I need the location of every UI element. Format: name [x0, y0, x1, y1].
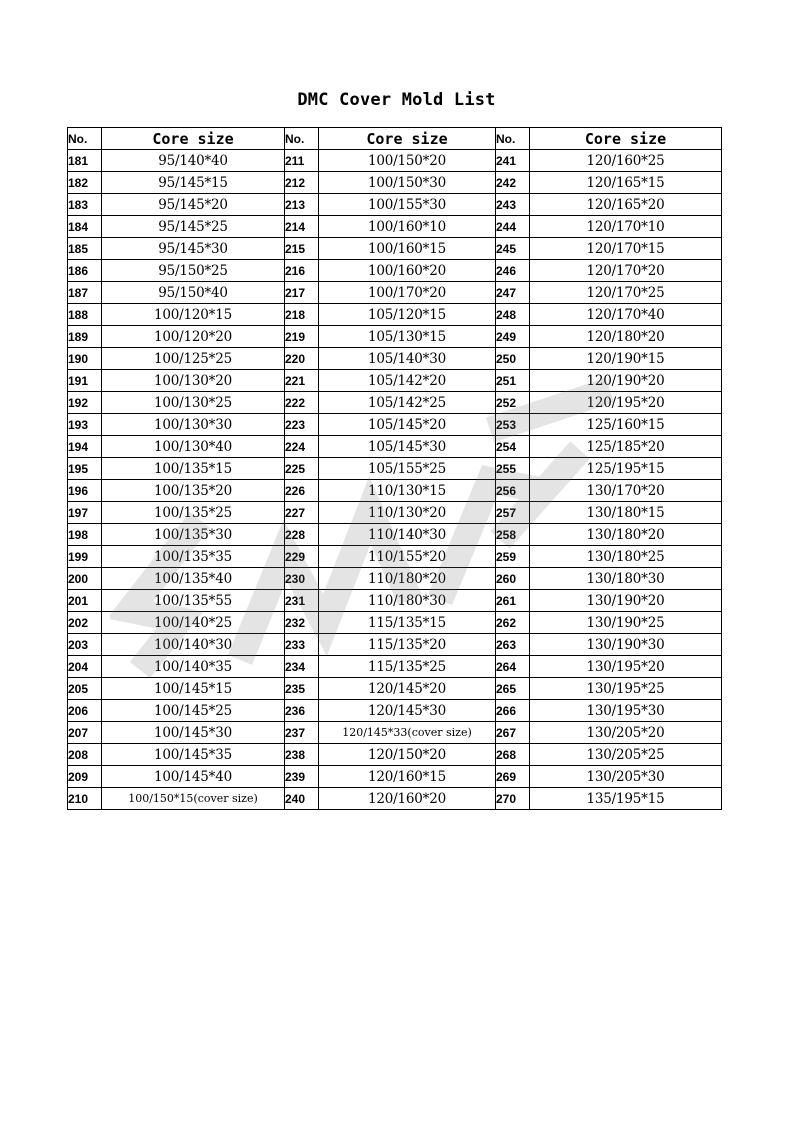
mold-number: 197 [68, 502, 102, 524]
mold-number: 188 [68, 304, 102, 326]
core-size: 120/170*10 [530, 216, 722, 238]
mold-number: 240 [285, 788, 319, 810]
core-size: 110/140*30 [319, 524, 496, 546]
mold-number: 250 [496, 348, 530, 370]
mold-number: 196 [68, 480, 102, 502]
core-size: 130/195*25 [530, 678, 722, 700]
table-row [68, 458, 722, 480]
core-size: 100/145*25 [102, 700, 285, 722]
table-row [68, 524, 722, 546]
mold-number: 266 [496, 700, 530, 722]
mold-number: 229 [285, 546, 319, 568]
core-size: 120/180*20 [530, 326, 722, 348]
core-size: 120/170*25 [530, 282, 722, 304]
core-size: 95/140*40 [102, 150, 285, 172]
mold-number: 257 [496, 502, 530, 524]
core-size: 100/135*30 [102, 524, 285, 546]
mold-number: 254 [496, 436, 530, 458]
table-row [68, 744, 722, 766]
mold-number: 245 [496, 238, 530, 260]
core-size: 120/190*15 [530, 348, 722, 370]
core-size: 100/135*55 [102, 590, 285, 612]
mold-number: 192 [68, 392, 102, 414]
core-size: 100/150*15(cover size) [102, 788, 285, 810]
core-size: 120/170*20 [530, 260, 722, 282]
table-row [68, 304, 722, 326]
mold-number: 258 [496, 524, 530, 546]
mold-list-table [67, 127, 722, 810]
core-size: 110/180*30 [319, 590, 496, 612]
core-size: 105/130*15 [319, 326, 496, 348]
mold-number: 204 [68, 656, 102, 678]
mold-number: 227 [285, 502, 319, 524]
core-size-header: Core size [530, 128, 722, 150]
mold-number: 222 [285, 392, 319, 414]
mold-number: 261 [496, 590, 530, 612]
no-header: No. [68, 128, 102, 150]
core-size: 130/205*30 [530, 766, 722, 788]
table-row [68, 216, 722, 238]
mold-number: 230 [285, 568, 319, 590]
mold-number: 215 [285, 238, 319, 260]
core-size: 100/145*15 [102, 678, 285, 700]
core-size: 135/195*15 [530, 788, 722, 810]
table-row [68, 634, 722, 656]
mold-number: 223 [285, 414, 319, 436]
mold-number: 242 [496, 172, 530, 194]
table-row [68, 436, 722, 458]
mold-number: 264 [496, 656, 530, 678]
table-row [68, 700, 722, 722]
mold-number: 209 [68, 766, 102, 788]
core-size: 120/165*15 [530, 172, 722, 194]
mold-number: 213 [285, 194, 319, 216]
core-size: 120/145*33(cover size) [319, 722, 496, 744]
table-row [68, 150, 722, 172]
table-body [68, 150, 722, 810]
core-size: 120/145*30 [319, 700, 496, 722]
core-size: 110/180*20 [319, 568, 496, 590]
core-size: 100/130*25 [102, 392, 285, 414]
core-size: 130/180*15 [530, 502, 722, 524]
core-size: 100/135*20 [102, 480, 285, 502]
core-size: 95/150*25 [102, 260, 285, 282]
core-size: 100/120*15 [102, 304, 285, 326]
mold-number: 191 [68, 370, 102, 392]
mold-number: 237 [285, 722, 319, 744]
mold-number: 249 [496, 326, 530, 348]
core-size: 100/140*25 [102, 612, 285, 634]
mold-number: 260 [496, 568, 530, 590]
mold-number: 195 [68, 458, 102, 480]
mold-number: 208 [68, 744, 102, 766]
mold-number: 239 [285, 766, 319, 788]
core-size: 125/185*20 [530, 436, 722, 458]
mold-number: 217 [285, 282, 319, 304]
mold-number: 218 [285, 304, 319, 326]
core-size: 100/130*40 [102, 436, 285, 458]
mold-number: 233 [285, 634, 319, 656]
core-size: 100/160*15 [319, 238, 496, 260]
core-size: 130/170*20 [530, 480, 722, 502]
mold-number: 181 [68, 150, 102, 172]
no-header: No. [285, 128, 319, 150]
mold-number: 263 [496, 634, 530, 656]
core-size: 100/150*20 [319, 150, 496, 172]
table-row [68, 238, 722, 260]
core-size: 95/145*20 [102, 194, 285, 216]
mold-number: 187 [68, 282, 102, 304]
core-size: 100/155*30 [319, 194, 496, 216]
core-size: 130/180*20 [530, 524, 722, 546]
mold-number: 248 [496, 304, 530, 326]
core-size: 120/160*25 [530, 150, 722, 172]
core-size: 120/195*20 [530, 392, 722, 414]
core-size: 100/145*35 [102, 744, 285, 766]
table-row [68, 502, 722, 524]
table-row [68, 590, 722, 612]
mold-number: 211 [285, 150, 319, 172]
mold-number: 212 [285, 172, 319, 194]
table-row [68, 370, 722, 392]
core-size: 105/142*25 [319, 392, 496, 414]
table-row [68, 722, 722, 744]
core-size: 95/150*40 [102, 282, 285, 304]
core-size: 120/160*20 [319, 788, 496, 810]
table-row [68, 260, 722, 282]
core-size: 100/130*30 [102, 414, 285, 436]
core-size: 120/170*15 [530, 238, 722, 260]
mold-number: 232 [285, 612, 319, 634]
page-title: DMC Cover Mold List [297, 90, 496, 110]
mold-number: 216 [285, 260, 319, 282]
mold-number: 259 [496, 546, 530, 568]
core-size: 130/180*25 [530, 546, 722, 568]
mold-number: 185 [68, 238, 102, 260]
core-size: 120/165*20 [530, 194, 722, 216]
mold-number: 262 [496, 612, 530, 634]
core-size: 110/130*15 [319, 480, 496, 502]
mold-number: 221 [285, 370, 319, 392]
core-size: 100/140*30 [102, 634, 285, 656]
table-header-row [68, 128, 722, 150]
mold-number: 251 [496, 370, 530, 392]
table-row [68, 194, 722, 216]
core-size: 130/180*30 [530, 568, 722, 590]
core-size: 105/120*15 [319, 304, 496, 326]
core-size: 120/150*20 [319, 744, 496, 766]
core-size: 95/145*25 [102, 216, 285, 238]
core-size: 105/145*30 [319, 436, 496, 458]
mold-number: 235 [285, 678, 319, 700]
mold-number: 206 [68, 700, 102, 722]
core-size: 115/135*25 [319, 656, 496, 678]
table-row [68, 546, 722, 568]
mold-number: 243 [496, 194, 530, 216]
core-size: 100/135*40 [102, 568, 285, 590]
core-size: 100/160*20 [319, 260, 496, 282]
table-row [68, 282, 722, 304]
table-row [68, 480, 722, 502]
mold-number: 198 [68, 524, 102, 546]
mold-number: 236 [285, 700, 319, 722]
table-row [68, 348, 722, 370]
core-size: 110/130*20 [319, 502, 496, 524]
mold-number: 190 [68, 348, 102, 370]
core-size: 125/160*15 [530, 414, 722, 436]
mold-number: 255 [496, 458, 530, 480]
mold-number: 194 [68, 436, 102, 458]
table-row [68, 656, 722, 678]
core-size: 100/150*30 [319, 172, 496, 194]
mold-number: 225 [285, 458, 319, 480]
core-size: 130/190*25 [530, 612, 722, 634]
core-size: 100/120*20 [102, 326, 285, 348]
mold-number: 219 [285, 326, 319, 348]
mold-number: 183 [68, 194, 102, 216]
mold-number: 252 [496, 392, 530, 414]
core-size-header: Core size [102, 128, 285, 150]
core-size: 95/145*15 [102, 172, 285, 194]
mold-number: 186 [68, 260, 102, 282]
no-header: No. [496, 128, 530, 150]
mold-number: 200 [68, 568, 102, 590]
core-size: 130/190*20 [530, 590, 722, 612]
table-row [68, 678, 722, 700]
table-row [68, 612, 722, 634]
mold-number: 228 [285, 524, 319, 546]
core-size: 100/145*40 [102, 766, 285, 788]
table-row [68, 414, 722, 436]
mold-number: 199 [68, 546, 102, 568]
core-size: 100/125*25 [102, 348, 285, 370]
core-size: 130/205*25 [530, 744, 722, 766]
core-size: 105/142*20 [319, 370, 496, 392]
mold-number: 241 [496, 150, 530, 172]
core-size: 120/160*15 [319, 766, 496, 788]
core-size: 100/135*35 [102, 546, 285, 568]
core-size: 125/195*15 [530, 458, 722, 480]
mold-number: 214 [285, 216, 319, 238]
core-size: 95/145*30 [102, 238, 285, 260]
mold-number: 270 [496, 788, 530, 810]
mold-number: 246 [496, 260, 530, 282]
mold-number: 182 [68, 172, 102, 194]
core-size: 130/195*20 [530, 656, 722, 678]
mold-number: 238 [285, 744, 319, 766]
core-size: 100/135*25 [102, 502, 285, 524]
core-size: 115/135*20 [319, 634, 496, 656]
table-row [68, 392, 722, 414]
core-size: 100/160*10 [319, 216, 496, 238]
core-size: 130/195*30 [530, 700, 722, 722]
mold-number: 267 [496, 722, 530, 744]
core-size: 130/205*20 [530, 722, 722, 744]
mold-number: 253 [496, 414, 530, 436]
mold-number: 205 [68, 678, 102, 700]
mold-number: 247 [496, 282, 530, 304]
core-size: 100/170*20 [319, 282, 496, 304]
core-size: 100/140*35 [102, 656, 285, 678]
mold-number: 256 [496, 480, 530, 502]
mold-number: 201 [68, 590, 102, 612]
table-row [68, 172, 722, 194]
core-size: 105/140*30 [319, 348, 496, 370]
mold-number: 202 [68, 612, 102, 634]
mold-number: 207 [68, 722, 102, 744]
table-row [68, 788, 722, 810]
mold-number: 269 [496, 766, 530, 788]
mold-number: 244 [496, 216, 530, 238]
mold-number: 268 [496, 744, 530, 766]
mold-number: 210 [68, 788, 102, 810]
table-row [68, 568, 722, 590]
mold-number: 224 [285, 436, 319, 458]
mold-number: 234 [285, 656, 319, 678]
core-size: 100/135*15 [102, 458, 285, 480]
core-size: 120/145*20 [319, 678, 496, 700]
mold-number: 265 [496, 678, 530, 700]
mold-number: 220 [285, 348, 319, 370]
core-size: 130/190*30 [530, 634, 722, 656]
core-size: 100/145*30 [102, 722, 285, 744]
core-size: 115/135*15 [319, 612, 496, 634]
mold-number: 193 [68, 414, 102, 436]
table-row [68, 766, 722, 788]
mold-number: 231 [285, 590, 319, 612]
mold-number: 226 [285, 480, 319, 502]
mold-number: 203 [68, 634, 102, 656]
core-size: 120/170*40 [530, 304, 722, 326]
mold-number: 189 [68, 326, 102, 348]
core-size: 105/145*20 [319, 414, 496, 436]
table-row [68, 326, 722, 348]
core-size-header: Core size [319, 128, 496, 150]
core-size: 120/190*20 [530, 370, 722, 392]
mold-number: 184 [68, 216, 102, 238]
core-size: 100/130*20 [102, 370, 285, 392]
core-size: 110/155*20 [319, 546, 496, 568]
core-size: 105/155*25 [319, 458, 496, 480]
